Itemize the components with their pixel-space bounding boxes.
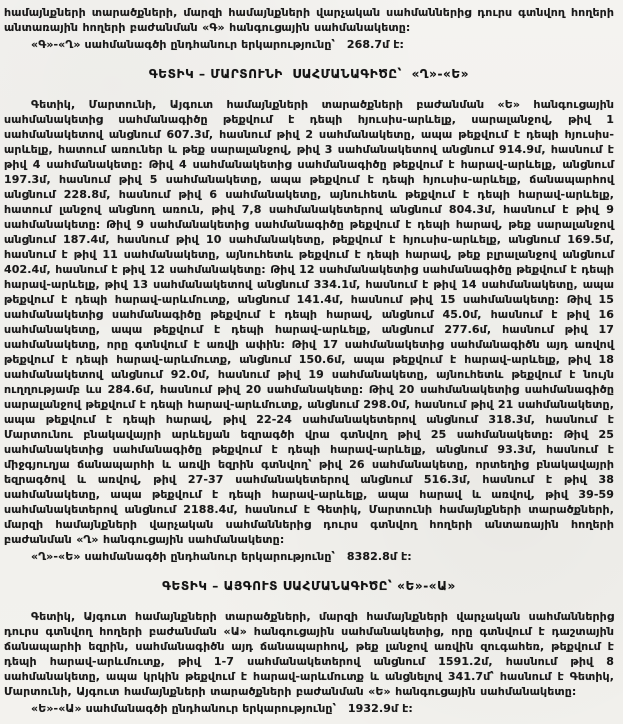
- section-heading-getik-martuni: ԳԵՏԻԿ – ՄԱՐՏՈՒՆԻ ՍԱՀՄԱՆԱԳԻԾԸ՝ «Ղ»-«Ե»: [148, 67, 470, 81]
- section-body-getik-martuni: Գետիկ, Մարտունի, Այգուտ համայնքների տարածքների բաժանման «Ե» հանգուցային սահմանակետից սահմանագիծը թեքվում է դեպի հյուսիս-արևելք, սարալանջով, թիվ 1 սահմանակետով անցնում 607.3մ, հասնում թիվ 2 սահմանակետը, ապա թեքվում է դեպի հյուսիս-արևելք, հատում առուներ և թեք սարալանջով, թիվ 3 սահմանակետով անցնում 914.9մ, հասնում է թիվ 4 սահմանակետը: Թիվ 4 սահմանակետից սահմանագիծը թեքվում է հարավ-արևելք, անցնում 197.3մ, հասնում թիվ 5 սահմանակետը, ապա թեքվում է դեպի հյուսիս-արևելք, ճանապարհով անցնում 228.8մ, հասնում թիվ 6 սահմանակետը, այնուհետև թեքվում է դեպի հարավ-արևելք, հատում լանջով անցնող առուն, թիվ 7,8 սահմանակետերով անցնում 804.3մ, հասնում է թիվ 9 սահմանակետը: Թիվ 9 սահմանակետից սահմանագիծը թեքվում է դեպի հարավ, թեք սարալանջով անցնում 187.4մ, հասնում թիվ 10 սահմանակետը, թեքվում է հյուսիս-արևելք, անցնում 169.5մ, հասնում է թիվ 11 սահմանակետը, այնուհետև թեքվում է դեպի հարավ, թեք բլրալանջով անցնում 402.4մ, հասնում է թիվ 12 սահմանակետը: Թիվ 12 սահմանակետից սահմանագիծը թեքվում է դեպի հարավ-արևելք, թիվ 13 սահմանակետով անցնում 334.1մ, հասնում է թիվ 14 սահմանակետը, ապա թեքվում է դեպի հարավ-արևմուտք, անցնում 141.4մ, հասնում թիվ 15 սահմանակետը: Թիվ 15 սահմանակետից սահմանագիծը թեքվում է դեպի հարավ, անցնում 45.0մ, հասնում է թիվ 16 սահմանակետը, ապա թեքվում է դեպի հարավ-արևելք, անցնում 277.6մ, հասնում թիվ 17 սահմանակետը, որը գտնվում է առվի ափին: Թիվ 17 սահմանակետից սահմանագիծն այդ առվով թեքվում է դեպի հարավ-արևմուտք, անցնում 150.6մ, ապա թեքվում է հարավ-արևելք, թիվ 18 սահմանակետով անցնում 92.0մ, հասնում թիվ 19 սահմանակետը, այնուհետև թեքվում է նույն ուղղությամբ ևս 284.6մ, հասնում թիվ 20 սահմանակետը: Թիվ 20 սահմանակետից սահմանագիծը սարալանջով թեքվում է դեպի հարավ-արևմուտք, անցնում 298.0մ, հասնում թիվ 21 սահմանակետը, ապա թեքվում է դեպի հարավ, թիվ 22-24 սահմանակետերով անցնում 318.3մ, հասնում է Մարտունու բնակավայրի արևելյան եզրագծի վրա գտնվող թիվ 25 սահմանակետը: Թիվ 25 սահմանակետից սահմանագիծը թեքվում է դեպի հարավ-արևելք, անցնում 93.3մ, հասնում է միջգյուղյա ճանապարհի և առվի եզրին գտնվող՝ թիվ 26 սահմանակետը, որտեղից բնակավայրի եզրագծով և առվով, թիվ 27-37 սահմանակետերով անցնում 516.3մ, հասնում է թիվ 38 սահմանակետը, ապա թեքվում է դեպի հարավ-արևելք, ապա հարավ և առվով, թիվ 39-59 սահմանակետերով անցնում 2188.4մ, հասնում է Գետիկ, Մարտունի համայնքների տարածքների, մարզի համայնքների վարչական սահմաններից դուրս գտնվող հողերի անտառային հողերի բաժանման «Ղ» հանգուցային սահմանակետը:: [4, 98, 614, 546]
- boundary-length-line-gh-e: «Ղ»-«Ե» սահմանագծի ընդհանուր երկարությունը՝ 8382.8մ է:: [31, 550, 412, 563]
- boundary-length-line-g-gh: «Գ»-«Ղ» սահմանագծի ընդհանուր երկարությունը՝ 268.7մ է:: [31, 38, 405, 51]
- boundary-length-line-e-a: «Ե»-«Ա» սահմանագծի ընդհանուր երկարությունը՝ 1932.9մ է:: [31, 702, 413, 715]
- intro-continuation-paragraph: համայնքների տարածքների, մարզի համայնքների վարչական սահմաններից դուրս գտնվող հողերի անտառային հողերի բաժանման «Գ» հանգուցային սահմանակետը:: [4, 6, 614, 34]
- section-heading-getik-aygut: ԳԵՏԻԿ – ԱՅԳՈՒՏ ՍԱՀՄԱՆԱԳԻԾԸ՝ «Ե»-«Ա»: [162, 579, 456, 593]
- section-body-getik-aygut: Գետիկ, Այգուտ համայնքների տարածքների, մարզի համայնքների վարչական սահմաններից դուրս գտնվող հողերի բաժանման «Ա» հանգուցային սահմանակետից, որը գտնվում է դաշտային ճանապարհի եզրին, սահմանագիծն այդ ճանապարհով, թեք լանջով առվին զուգահեռ, թեքվում է դեպի հարավ-արևմուտք, թիվ 1-7 սահմանակետերով անցնում 1591.2մ, հասնում թիվ 8 սահմանակետը, ապա կրկին թեքվում է հարավ-արևմուտք և անցնելով 341.7մ՝ հասնում է Գետիկ, Մարտունի, Այգուտ համայնքների տարածքների բաժանման «Ե» հանգուցային սահմանակետը:: [4, 610, 614, 698]
